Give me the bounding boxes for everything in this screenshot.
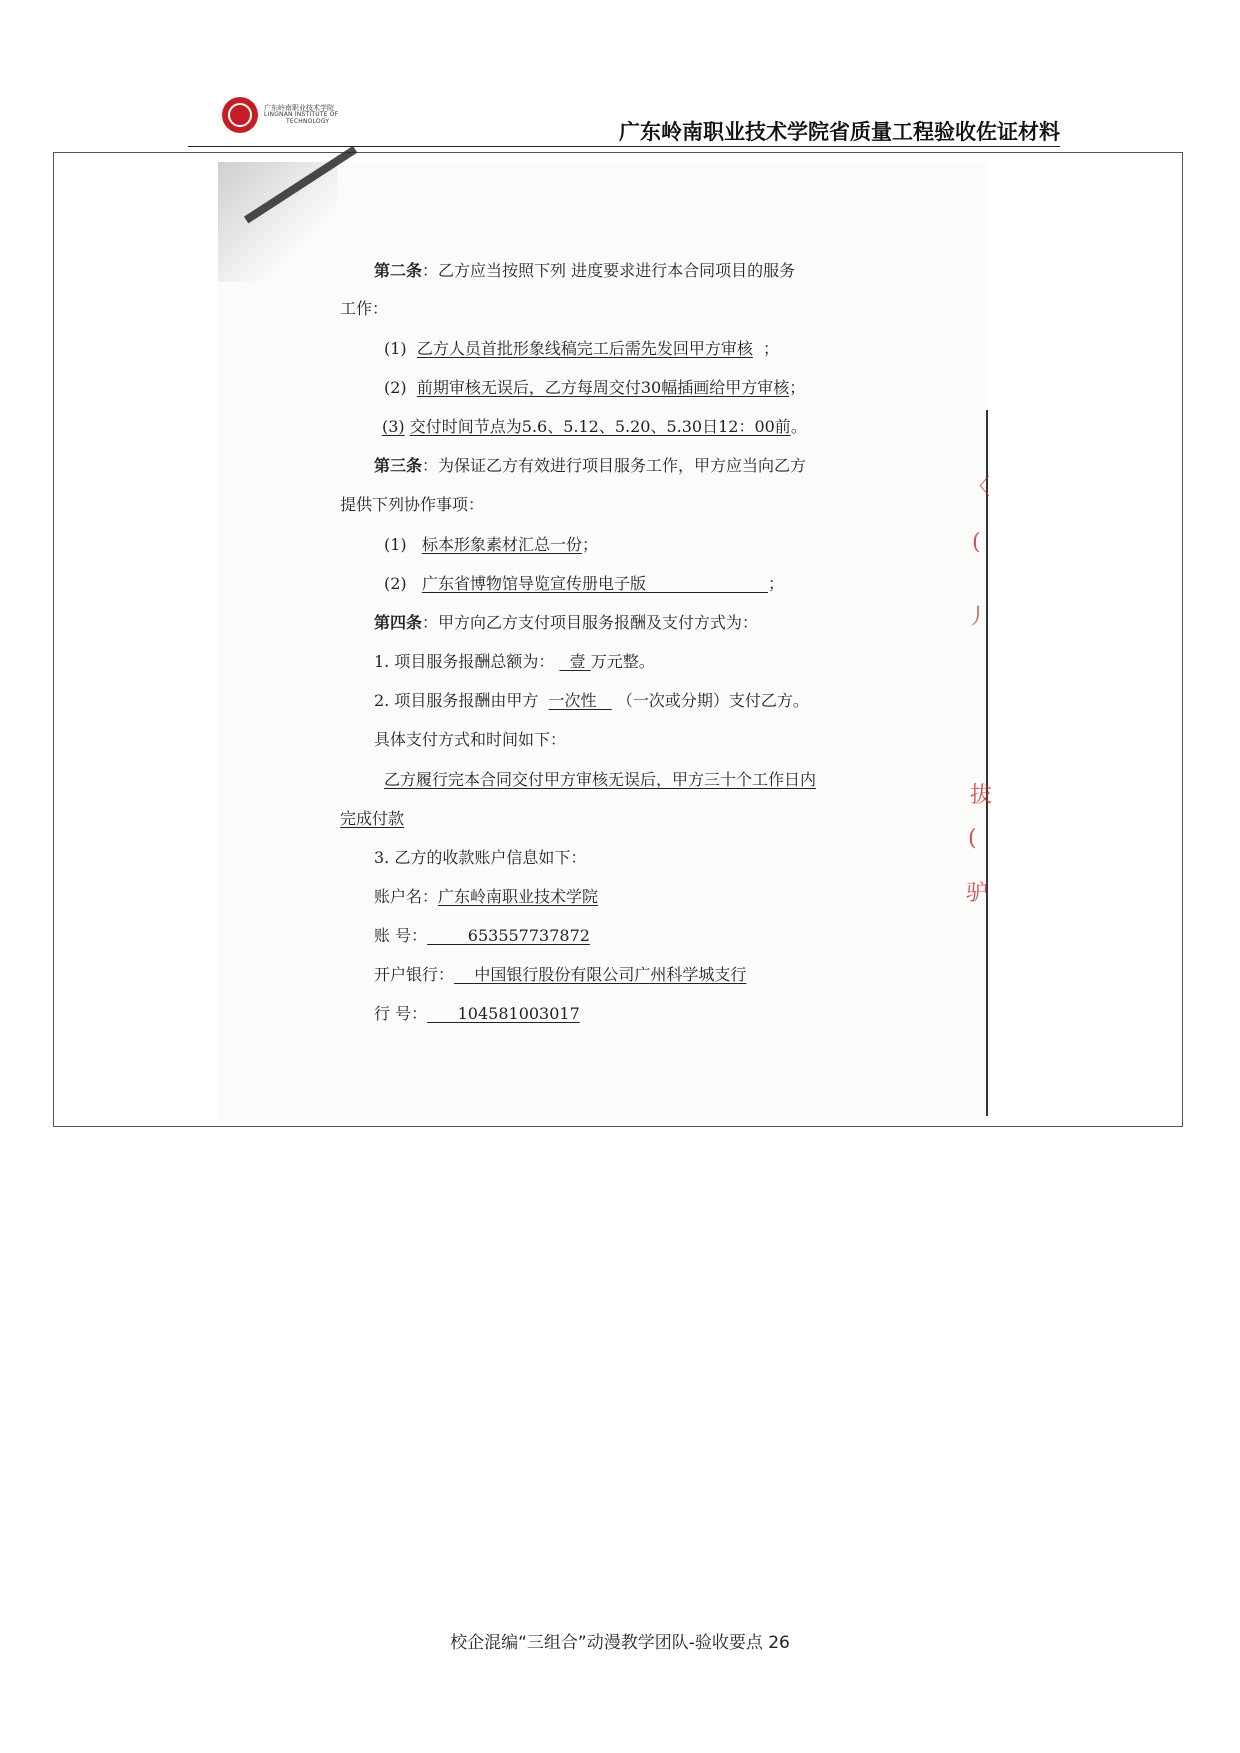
red-stamp-mark-3: 丿 bbox=[966, 605, 989, 630]
item-text: 标本形象素材汇总一份 bbox=[421, 535, 582, 554]
payment-mode-note: （一次或分期）支付乙方。 bbox=[616, 691, 809, 710]
account-number-label: 账 号： bbox=[374, 926, 428, 945]
payment-mode-value: 一次性 bbox=[548, 691, 597, 710]
payment-mode bbox=[374, 688, 809, 711]
payment-amount: 壹 bbox=[569, 652, 586, 671]
article-2-label: 第二条 bbox=[374, 261, 423, 280]
payment-total-unit: 万元整。 bbox=[590, 652, 655, 671]
bank-name: 中国银行股份有限公司广州科学城支行 bbox=[474, 965, 747, 984]
article-2-item-2 bbox=[384, 375, 805, 398]
bank-label: 开户银行： bbox=[374, 965, 455, 984]
article-2-text: ：乙方应当按照下列 进度要求进行本合同项目的服务 bbox=[422, 261, 796, 280]
article-2-cont: 工作： bbox=[340, 299, 389, 318]
article-3-text: ：为保证乙方有效进行项目服务工作，甲方应当向乙方 bbox=[422, 456, 807, 475]
school-logo bbox=[222, 94, 362, 136]
bank-number: 104581003017 bbox=[457, 1004, 580, 1023]
payment-total-label: 1. 项目服务报酬总额为： bbox=[374, 652, 555, 671]
item-num: (2) bbox=[384, 574, 407, 593]
page-shadow bbox=[218, 162, 338, 282]
bank-number-row bbox=[374, 1001, 580, 1024]
payment-mode-label: 2. 项目服务报酬由甲方 bbox=[374, 691, 539, 710]
article-4 bbox=[374, 610, 758, 633]
item-num: (1) bbox=[384, 535, 407, 554]
bank-number-label: 行 号： bbox=[374, 1004, 428, 1023]
article-3-cont: 提供下列协作事项： bbox=[340, 495, 485, 514]
page-edge-line bbox=[986, 410, 988, 1116]
item-text: 广东省博物馆导览宣传册电子版 bbox=[421, 574, 646, 593]
item-tail: ； bbox=[789, 378, 806, 397]
article-3-item-2 bbox=[384, 571, 784, 594]
article-4-text: ：甲方向乙方支付项目服务报酬及支付方式为： bbox=[422, 613, 759, 632]
account-number-row bbox=[374, 923, 590, 946]
article-2-item-1 bbox=[384, 336, 779, 359]
red-stamp-mark-2: ( bbox=[972, 530, 981, 555]
red-stamp-mark-1: 〈 bbox=[968, 475, 991, 500]
item-text: 乙方人员首批形象线稿完工后需先发回甲方审核 bbox=[416, 339, 753, 358]
article-3-item-1 bbox=[384, 532, 598, 555]
article-2-item-3 bbox=[382, 414, 807, 437]
item-num: (1) bbox=[384, 339, 407, 358]
logo-text bbox=[264, 105, 338, 126]
red-stamp-mark-4: 拔 bbox=[970, 783, 993, 808]
item-num: (2) bbox=[384, 378, 407, 397]
item-tail: ； bbox=[581, 535, 598, 554]
account-name: 广东岭南职业技术学院 bbox=[438, 887, 599, 906]
red-stamp-mark-6: 驴 bbox=[966, 881, 989, 906]
item-text: 前期审核无误后，乙方每周交付30幅插画给甲方审核 bbox=[416, 378, 790, 397]
item-tail: 。 bbox=[790, 417, 807, 436]
page-title: 广东岭南职业技术学院省质量工程验收佐证材料 bbox=[619, 120, 1060, 144]
item-num: (3) bbox=[382, 417, 405, 436]
logo-cn: 广东岭南职业技术学院 bbox=[264, 103, 334, 112]
account-number: 653557737872 bbox=[467, 926, 590, 945]
account-info-intro: 3. 乙方的收款账户信息如下： bbox=[374, 848, 587, 867]
article-2 bbox=[374, 258, 795, 281]
logo-en: LINGNAN INSTITUTE OF bbox=[264, 111, 339, 119]
logo-en-2: TECHNOLOGY bbox=[286, 117, 330, 125]
article-4-label: 第四条 bbox=[374, 613, 423, 632]
bank-row bbox=[374, 962, 746, 985]
article-3 bbox=[374, 453, 806, 476]
red-stamp-mark-5: ( bbox=[968, 826, 977, 851]
account-name-label: 账户名： bbox=[374, 887, 439, 906]
article-3-label: 第三条 bbox=[374, 456, 423, 475]
header-divider bbox=[188, 146, 1060, 147]
item-text: 交付时间节点为5.6、5.12、5.20、5.30日12：00前 bbox=[409, 417, 791, 436]
payment-method-detail-cont: 完成付款 bbox=[340, 809, 405, 828]
payment-method-detail: 乙方履行完本合同交付甲方审核无误后，甲方三十个工作日内 bbox=[384, 770, 817, 789]
account-name-row bbox=[374, 884, 598, 907]
payment-method-intro: 具体支付方式和时间如下： bbox=[374, 730, 567, 749]
page-footer: 校企混编“三组合”动漫教学团队-验收要点 26 bbox=[450, 1633, 790, 1653]
item-tail: ； bbox=[763, 339, 780, 358]
school-seal-icon bbox=[222, 97, 258, 133]
payment-total bbox=[374, 649, 655, 672]
item-tail: ； bbox=[768, 574, 785, 593]
